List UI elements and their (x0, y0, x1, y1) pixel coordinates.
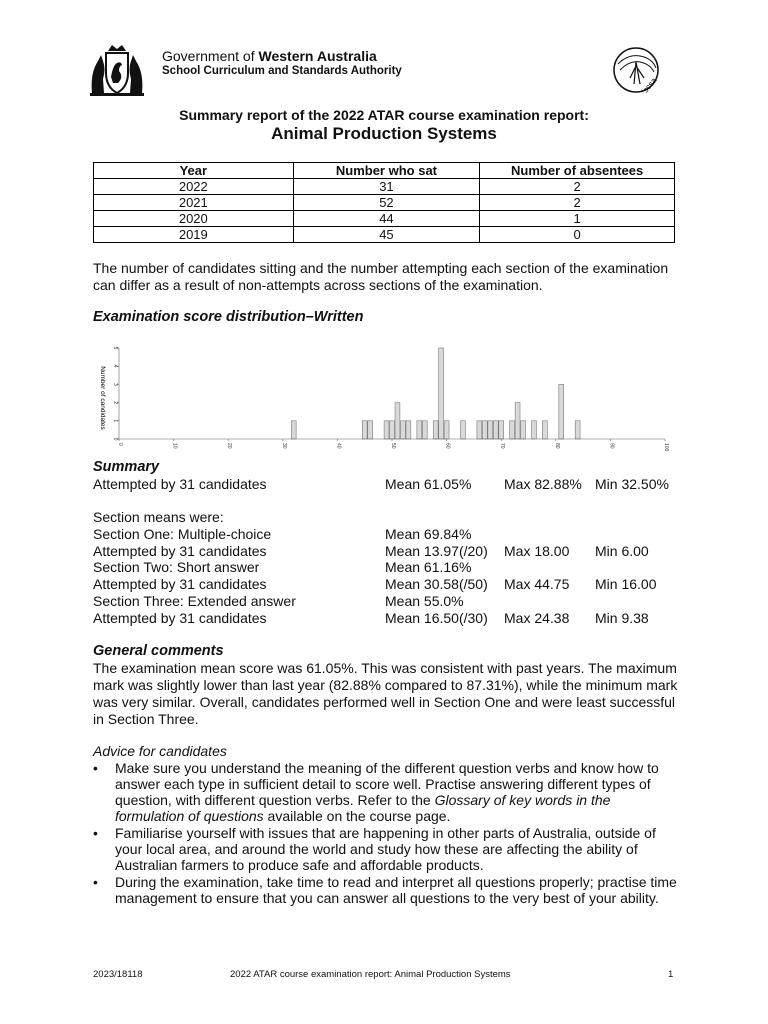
histogram-bar (433, 421, 438, 439)
summary-min: Min 32.50% (595, 476, 669, 492)
histogram-bar (291, 421, 296, 439)
histogram-bar (417, 421, 422, 439)
table-header-row (94, 163, 675, 179)
page-header (80, 40, 640, 100)
government-name: Government of Western Australia (162, 48, 377, 64)
section-max: Max 24.38 (504, 610, 570, 626)
chart-y-tick-label: 2 (112, 401, 118, 404)
histogram-bar (461, 421, 466, 439)
list-item: • During the examination, take time to read and interpret all questions properly; practise time management to ensure that you can answer all questions to the very best of your ability. (93, 874, 683, 906)
section-attempted: Attempted by 31 candidates (93, 576, 267, 592)
chart-x-tick-label: 90 (608, 443, 615, 449)
table-cell: 44 (293, 211, 480, 227)
histogram-bar (477, 421, 482, 439)
histogram-bar (400, 421, 405, 439)
histogram-bar (406, 421, 411, 439)
section-means-label: Section means were: (93, 509, 224, 525)
chart-y-tick-label: 5 (112, 346, 118, 350)
table-cell: 1 (480, 211, 675, 227)
report-subtitle: Summary report of the 2022 ATAR course examination report: (179, 107, 589, 123)
histogram-bar (390, 421, 395, 439)
col-year-header: Year (94, 163, 294, 179)
summary-max: Max 82.88% (504, 476, 582, 492)
table-row (94, 211, 675, 227)
chart-x-tick-label: 60 (444, 443, 451, 449)
footer-title: 2022 ATAR course examination report: Animal Production Systems (230, 969, 511, 980)
histogram-bar (439, 348, 444, 439)
section-mean: Mean 16.50(/30) (385, 610, 488, 626)
table-cell: 31 (293, 179, 480, 195)
chart-x-tick-label: 70 (499, 443, 506, 449)
histogram-bar (444, 421, 449, 439)
col-absentees-header: Number of absentees (480, 163, 675, 179)
table-row (94, 227, 675, 243)
histogram-bar (510, 421, 515, 439)
intro-paragraph: The number of candidates sitting and the number attempting each section of the examination can differ as a result of non-attempts across sections of the examination. (93, 260, 669, 293)
histogram-bar (395, 403, 400, 439)
chart-y-tick-label: 3 (112, 383, 118, 386)
table-cell: 2021 (94, 195, 294, 211)
general-comments-text: The examination mean score was 61.05%. This was consistent with past years. The maximum mark was slightly lower than last year (82.88% compared to 87.31%), while the minimum mark was very similar. Overall, candidates performed well in Section One and were least successful in Section Three. (93, 660, 678, 727)
section-name: Section Three: Extended answer (93, 593, 296, 609)
chart-x-tick-label: 10 (171, 443, 178, 449)
scsa-logo (610, 44, 662, 96)
histogram-bar (521, 421, 526, 439)
table-cell: 2 (480, 195, 675, 211)
histogram-bar (384, 421, 389, 439)
histogram-bar (559, 384, 564, 439)
histogram-bar (422, 421, 427, 439)
list-item: • Make sure you understand the meaning of the different question verbs and know how to answer each type in sufficient detail to score well. Practise answering different types of question, with different question verbs. Refer to the Glossary of key words in the formulation of questions available on the course page. (93, 760, 683, 824)
col-sat-header: Number who sat (293, 163, 480, 179)
section-max: Max 18.00 (504, 543, 570, 559)
histogram-bar (362, 421, 367, 439)
table-cell: 2020 (94, 211, 294, 227)
section-mean: Mean 30.58(/50) (385, 576, 488, 592)
table-row (94, 179, 675, 195)
histogram-bar (532, 421, 537, 439)
section-mean-pct: Mean 69.84% (385, 526, 472, 542)
chart-x-tick-label: 0 (117, 443, 123, 446)
histogram-bar (493, 421, 498, 439)
list-item: • Familiarise yourself with issues that are happening in other parts of Australia, outside of your local area, and around the world and study how these are affecting the ability of Australian farmers to produce safe and affordable products. (93, 825, 683, 873)
histogram-bar (575, 421, 580, 439)
chart-y-tick-label: 0 (112, 437, 118, 441)
histogram-bar (488, 421, 493, 439)
glossary-reference: Glossary of key words in the formulation of questions (115, 792, 611, 824)
table-cell: 2019 (94, 227, 294, 243)
section-attempted: Attempted by 31 candidates (93, 543, 267, 559)
score-distribution-chart (95, 342, 680, 455)
table-row (94, 195, 675, 211)
advice-list (93, 760, 683, 907)
distribution-heading: Examination score distribution–Written (93, 309, 364, 325)
chart-x-tick-label: 80 (553, 443, 560, 449)
footer-page-number: 1 (668, 969, 674, 980)
scsa-logo-text: scsa (640, 76, 659, 95)
section-mean: Mean 13.97(/20) (385, 543, 488, 559)
chart-x-tick-label: 20 (226, 443, 233, 449)
histogram-bar (515, 403, 520, 439)
histogram-bar (368, 421, 373, 439)
summary-heading: Summary (93, 459, 160, 475)
chart-x-tick-label: 50 (390, 443, 396, 449)
table-cell: 52 (293, 195, 480, 211)
section-min: Min 16.00 (595, 576, 657, 592)
section-mean-pct: Mean 55.0% (385, 593, 464, 609)
histogram-bar (482, 421, 487, 439)
general-comments-heading: General comments (93, 643, 224, 659)
histogram-bar (499, 421, 504, 439)
section-name: Section One: Multiple-choice (93, 526, 272, 542)
authority-name: School Curriculum and Standards Authority (162, 65, 402, 77)
section-name: Section Two: Short answer (93, 559, 260, 575)
histogram-bar (542, 421, 547, 439)
section-mean-pct: Mean 61.16% (385, 559, 472, 575)
section-min: Min 6.00 (595, 543, 649, 559)
candidates-table (93, 162, 675, 243)
table-cell: 0 (480, 227, 675, 243)
table-cell: 2 (480, 179, 675, 195)
chart-x-tick-label: 40 (335, 443, 342, 449)
chart-x-tick-label: 30 (280, 443, 287, 449)
chart-x-tick-label: 100 (663, 443, 669, 452)
report-title: Animal Production Systems (271, 124, 497, 143)
section-max: Max 44.75 (504, 576, 570, 592)
chart-y-tick-label: 1 (112, 419, 118, 423)
summary-mean: Mean 61.05% (385, 476, 472, 492)
summary-attempted: Attempted by 31 candidates (93, 476, 267, 492)
table-cell: 2022 (94, 179, 294, 195)
section-min: Min 9.38 (595, 610, 649, 626)
advice-title: Advice for candidates (93, 743, 227, 759)
section-attempted: Attempted by 31 candidates (93, 610, 267, 626)
wa-crest-logo (86, 43, 148, 97)
chart-y-tick-label: 4 (112, 364, 118, 368)
chart-y-axis-label: Number of candidates (99, 366, 106, 430)
footer-doc-number: 2023/18118 (93, 969, 143, 980)
table-cell: 45 (293, 227, 480, 243)
